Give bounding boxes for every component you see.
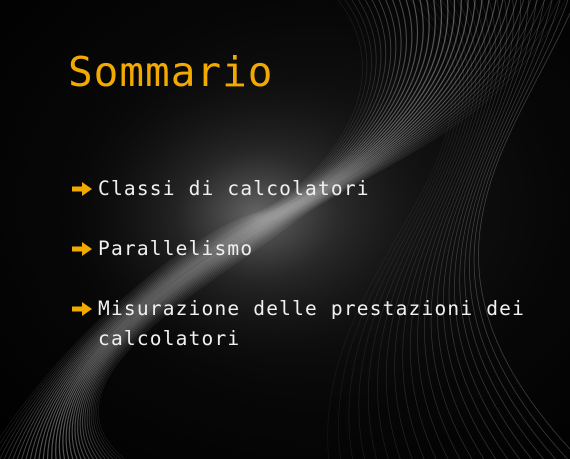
bullet-item	[72, 174, 552, 204]
arrow-right-icon	[72, 182, 92, 196]
bullet-text: Parallelismo	[98, 237, 254, 260]
bullet-text: Misurazione delle prestazioni dei calcolatori	[98, 297, 526, 350]
arrow-right-icon	[72, 302, 92, 316]
slide-title: Sommario	[68, 48, 274, 96]
bullet-item	[72, 234, 552, 264]
bullet-item	[72, 294, 552, 354]
arrow-right-icon	[72, 242, 92, 256]
bullet-text: Classi di calcolatori	[98, 177, 370, 200]
bullet-list	[72, 174, 552, 354]
